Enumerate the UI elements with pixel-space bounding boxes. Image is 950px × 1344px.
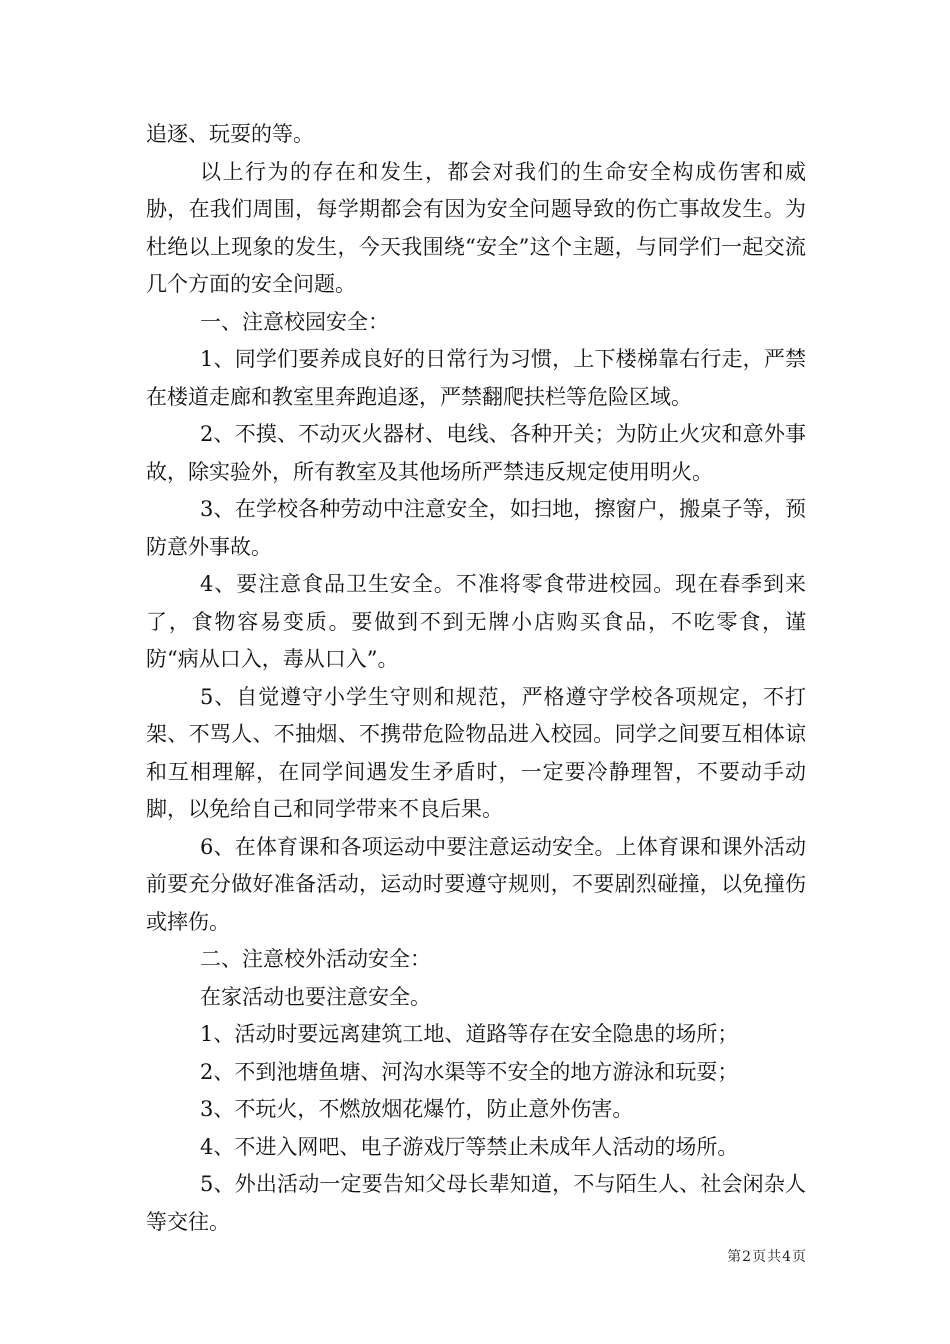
list-item: 4、要注意食品卫生安全。不准将零食带进校园。现在春季到来了，食物容易变质。要做到不到无牌小店购买食品，不吃零食，谨防“病从口入，毒从口入”。 [146,572,806,671]
list-item: 5、外出活动一定要告知父母长辈知道，不与陌生人、社会闲杂人等交往。 [146,1172,806,1234]
list-item: 1、同学们要养成良好的日常行为习惯，上下楼梯靠右行走，严禁在楼道走廊和教室里奔跑追逐，严禁翻爬扶栏等危险区域。 [146,347,806,409]
list-item: 3、不玩火，不燃放烟花爆竹，防止意外伤害。 [200,1097,634,1121]
list-item: 1、活动时要远离建筑工地、道路等存在安全隐患的场所； [200,1022,739,1046]
list-item: 2、不摸、不动灭火器材、电线、各种开关；为防止火灾和意外事故，除实验外，所有教室及其他场所严禁违反规定使用明火。 [146,422,806,484]
page-number: 第2页共4页 [727,1249,807,1265]
list-item: 6、在体育课和各项运动中要注意运动安全。上体育课和课外活动前要充分做好准备活动，运动时要遵守规则，不要剧烈碰撞，以免撞伤或摔伤。 [146,834,806,934]
section-heading-campus-safety: 一、注意校园安全： [200,309,389,334]
paragraph: 在家活动也要注意安全。 [200,984,431,1009]
section-heading-outside-safety: 二、注意校外活动安全： [200,947,431,971]
paragraph: 以上行为的存在和发生，都会对我们的生命安全构成伤害和威胁，在我们周围，每学期都会有因为安全问题导致的伤亡事故发生。为杜绝以上现象的发生，今天我围绕“安全”这个主题，与同学们一起交流几个方面的安全问题。 [146,159,806,296]
list-item: 4、不进入网吧、电子游戏厅等禁止未成年人活动的场所。 [200,1134,739,1159]
paragraph: 追逐、玩耍的等。 [146,122,314,146]
list-item: 2、不到池塘鱼塘、河沟水渠等不安全的地方游泳和玩耍； [200,1059,739,1084]
list-item: 3、在学校各种劳动中注意安全，如扫地，擦窗户，搬桌子等，预防意外事故。 [146,497,806,559]
document-body [146,116,806,1241]
list-item: 5、自觉遵守小学生守则和规范，严格遵守学校各项规定，不打架、不骂人、不抽烟、不携带危险物品进入校园。同学之间要互相体谅和互相理解，在同学间遇发生矛盾时，一定要冷静理智，不要动手动脚，以免给自己和同学带来不良后果。 [146,684,806,821]
